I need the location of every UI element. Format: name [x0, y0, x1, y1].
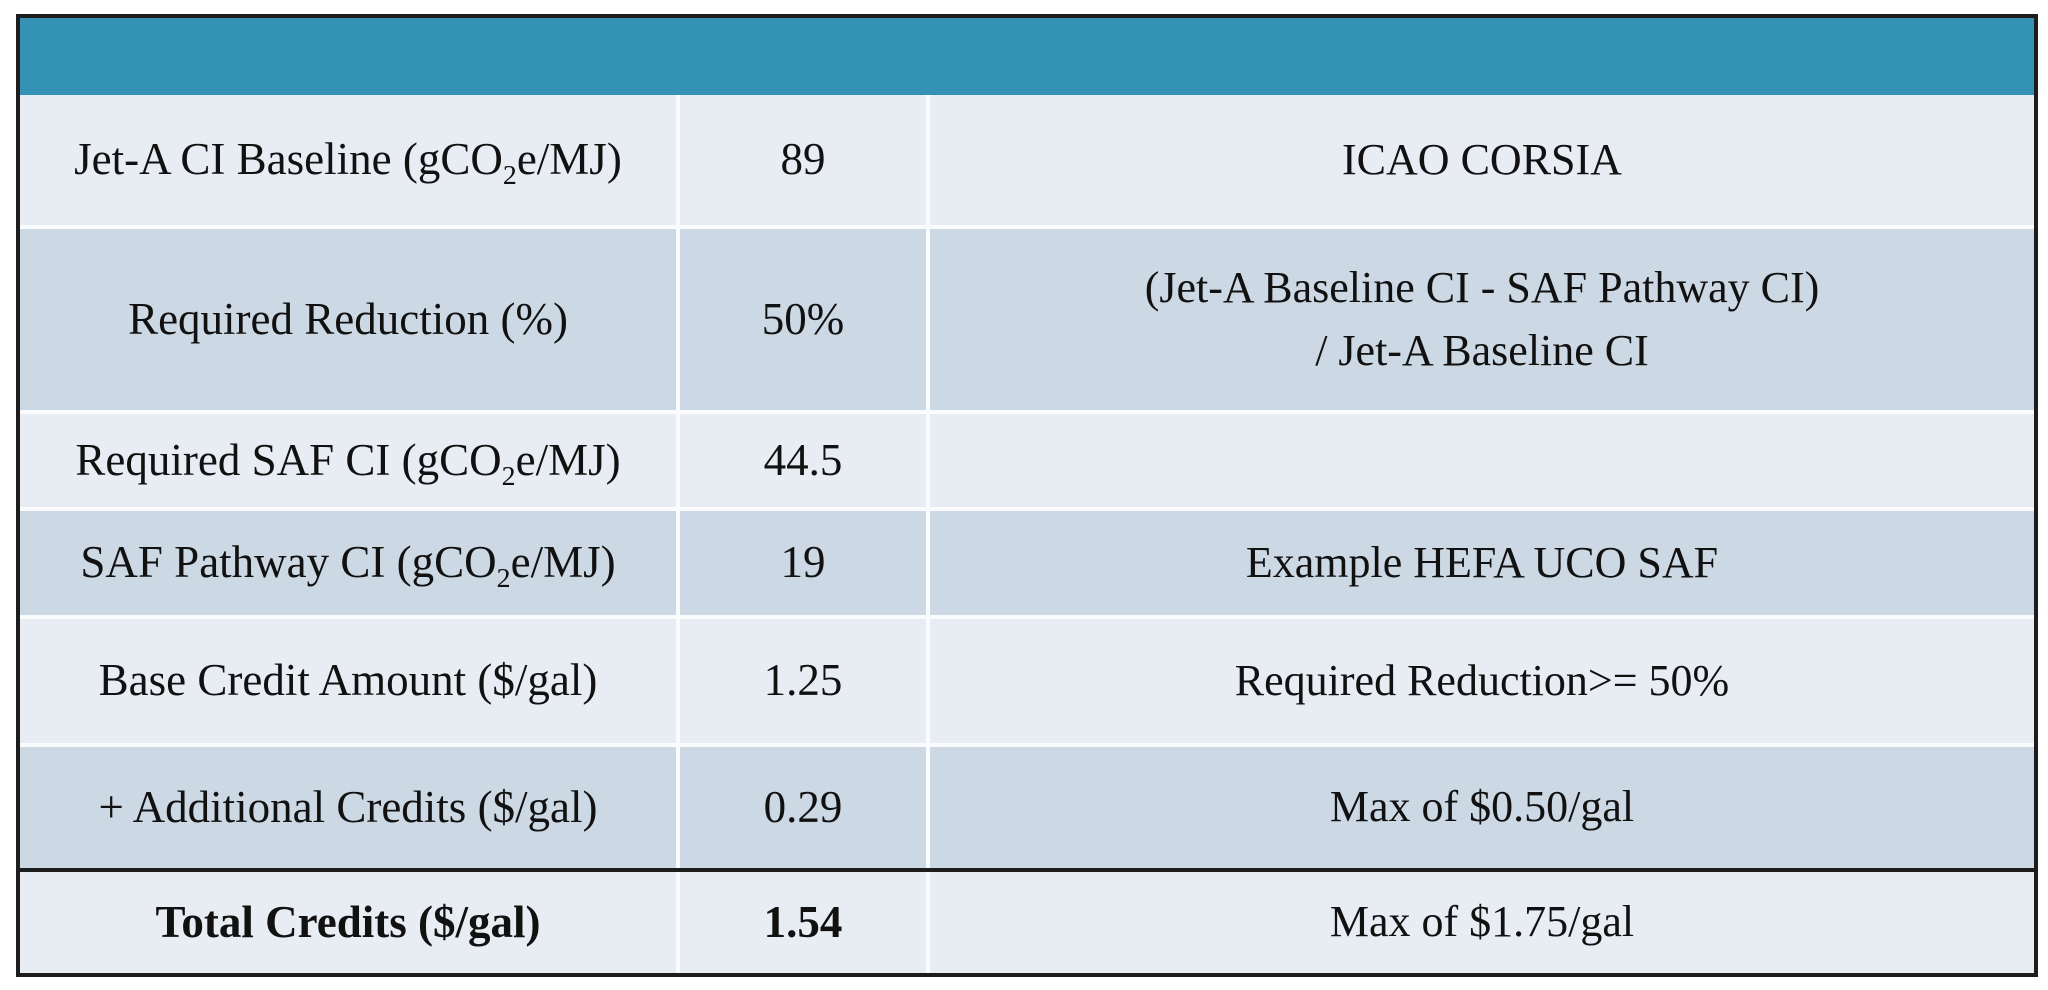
row-note-cell — [930, 511, 2034, 615]
row-value: 1.54 — [763, 896, 843, 947]
row-note-cell — [930, 95, 2034, 225]
table-row — [20, 507, 2034, 615]
row-label-cell — [20, 95, 680, 225]
row-value-cell — [680, 747, 930, 868]
row-value-cell — [680, 229, 930, 410]
row-value: 19 — [780, 537, 826, 588]
row-value-cell — [680, 95, 930, 225]
table-row — [20, 743, 2034, 868]
row-note-line1: ICAO CORSIA — [1342, 134, 1622, 184]
subscript: 2 — [502, 160, 517, 192]
row-label-cell — [20, 619, 680, 743]
row-note-cell — [930, 229, 2034, 410]
row-label-cell — [20, 414, 680, 507]
row-label-suffix: e/MJ) — [515, 434, 621, 485]
row-value: 44.5 — [763, 434, 843, 485]
row-label-cell — [20, 872, 680, 973]
table-row-total — [20, 868, 2034, 973]
row-note-line1: Max of $0.50/gal — [1329, 782, 1635, 832]
subscript: 2 — [501, 460, 516, 492]
row-note-line1: Example HEFA UCO SAF — [1245, 537, 1719, 587]
row-label: Total Credits ($/gal) — [155, 896, 541, 947]
row-label-cell — [20, 747, 680, 868]
row-note-line2: / Jet-A Baseline CI — [1315, 325, 1649, 375]
row-label-suffix: e/MJ) — [510, 537, 616, 588]
table-row — [20, 95, 2034, 225]
row-value: 89 — [780, 134, 826, 185]
saf-credit-table — [16, 14, 2038, 977]
row-value-cell — [680, 414, 930, 507]
row-note-cell — [930, 414, 2034, 507]
row-note-cell — [930, 872, 2034, 973]
table-header-band — [20, 18, 2034, 95]
row-note-line1: Required Reduction>= 50% — [1234, 655, 1730, 705]
row-label-cell — [20, 511, 680, 615]
row-note-line1: Max of $1.75/gal — [1329, 897, 1635, 947]
row-note-line1: (Jet-A Baseline CI - SAF Pathway CI) — [1144, 263, 1820, 313]
row-value-cell — [680, 619, 930, 743]
row-label: Jet-A CI Baseline (gCO — [74, 134, 503, 185]
row-value: 0.29 — [763, 781, 843, 832]
row-label: + Additional Credits ($/gal) — [98, 781, 598, 832]
table-row — [20, 225, 2034, 410]
row-label: Required Reduction (%) — [128, 293, 568, 344]
row-label: Base Credit Amount ($/gal) — [98, 655, 598, 706]
row-label: Required SAF CI (gCO — [75, 434, 502, 485]
row-label-cell — [20, 229, 680, 410]
table-row — [20, 410, 2034, 507]
row-label: SAF Pathway CI (gCO — [80, 537, 497, 588]
row-note-cell — [930, 619, 2034, 743]
row-value-cell — [680, 511, 930, 615]
subscript: 2 — [496, 563, 511, 595]
table-row — [20, 615, 2034, 743]
row-label-suffix: e/MJ) — [516, 134, 622, 185]
row-value-cell — [680, 872, 930, 973]
row-note-cell — [930, 747, 2034, 868]
row-value: 50% — [761, 293, 845, 344]
row-value: 1.25 — [763, 655, 843, 706]
